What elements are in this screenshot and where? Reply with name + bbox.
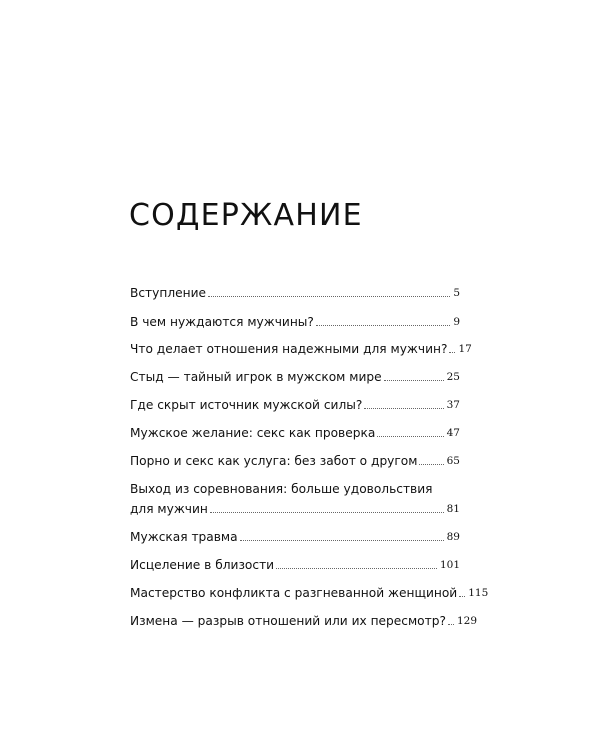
toc-page-number: 81	[446, 503, 460, 515]
toc-entry-title: Исцеление в близости	[130, 558, 275, 572]
dot-leader	[364, 408, 443, 409]
toc-entry	[130, 557, 460, 573]
toc-page-number: 5	[453, 287, 460, 299]
toc-page-number: 9	[453, 316, 460, 328]
toc-entry-title: Мастерство конфликта с разгневанной женщиной	[130, 586, 458, 600]
toc-entry-title-line1: Выход из соревнования: больше удовольствия	[130, 482, 433, 496]
dot-leader	[384, 380, 444, 381]
toc-page-number: 47	[446, 427, 460, 439]
toc-page-number: 89	[446, 531, 460, 543]
toc-page-number: 115	[468, 587, 489, 599]
toc-entry	[130, 285, 460, 301]
toc-entry-title: Что делает отношения надежными для мужчин?	[130, 342, 448, 356]
dot-leader	[316, 325, 450, 326]
toc-entry-title: Где скрыт источник мужской силы?	[130, 398, 363, 412]
dot-leader	[377, 436, 443, 437]
toc-page-number: 129	[456, 615, 477, 627]
toc-entry	[130, 397, 460, 413]
toc-entry	[130, 369, 460, 385]
toc-entry	[130, 613, 477, 629]
toc-entry	[130, 453, 460, 469]
toc-entry	[130, 425, 460, 441]
toc-entry	[130, 585, 489, 601]
toc-page-number: 101	[439, 559, 460, 571]
toc-entry-title: для мужчин	[130, 502, 208, 516]
toc-entry-title: Мужская травма	[130, 530, 238, 544]
page-title: СОДЕРЖАНИЕ	[129, 198, 363, 233]
dot-leader	[276, 568, 437, 569]
toc-entry-title: В чем нуждаются мужчины?	[130, 315, 314, 329]
dot-leader	[459, 596, 465, 597]
dot-leader	[419, 464, 443, 465]
toc-page-number: 17	[458, 343, 472, 355]
dot-leader	[448, 624, 454, 625]
toc-entry	[130, 481, 460, 517]
toc-page-number: 25	[446, 371, 460, 383]
toc-entry-title: Стыд — тайный игрок в мужском мире	[130, 370, 382, 384]
toc-entry-title: Порно и секс как услуга: без забот о другом	[130, 454, 418, 468]
dot-leader	[449, 352, 455, 353]
toc-page-number: 65	[446, 455, 460, 467]
dot-leader	[240, 540, 444, 541]
toc-entry	[130, 529, 460, 545]
toc-entry	[130, 314, 460, 330]
dot-leader	[210, 512, 444, 513]
toc-entry	[130, 341, 472, 357]
toc-entry-title: Мужское желание: секс как проверка	[130, 426, 376, 440]
toc-entry-title: Вступление	[130, 286, 207, 300]
toc-entry-title: Измена — разрыв отношений или их пересмотр?	[130, 614, 446, 628]
toc-page-number: 37	[446, 399, 460, 411]
dot-leader	[208, 296, 450, 297]
